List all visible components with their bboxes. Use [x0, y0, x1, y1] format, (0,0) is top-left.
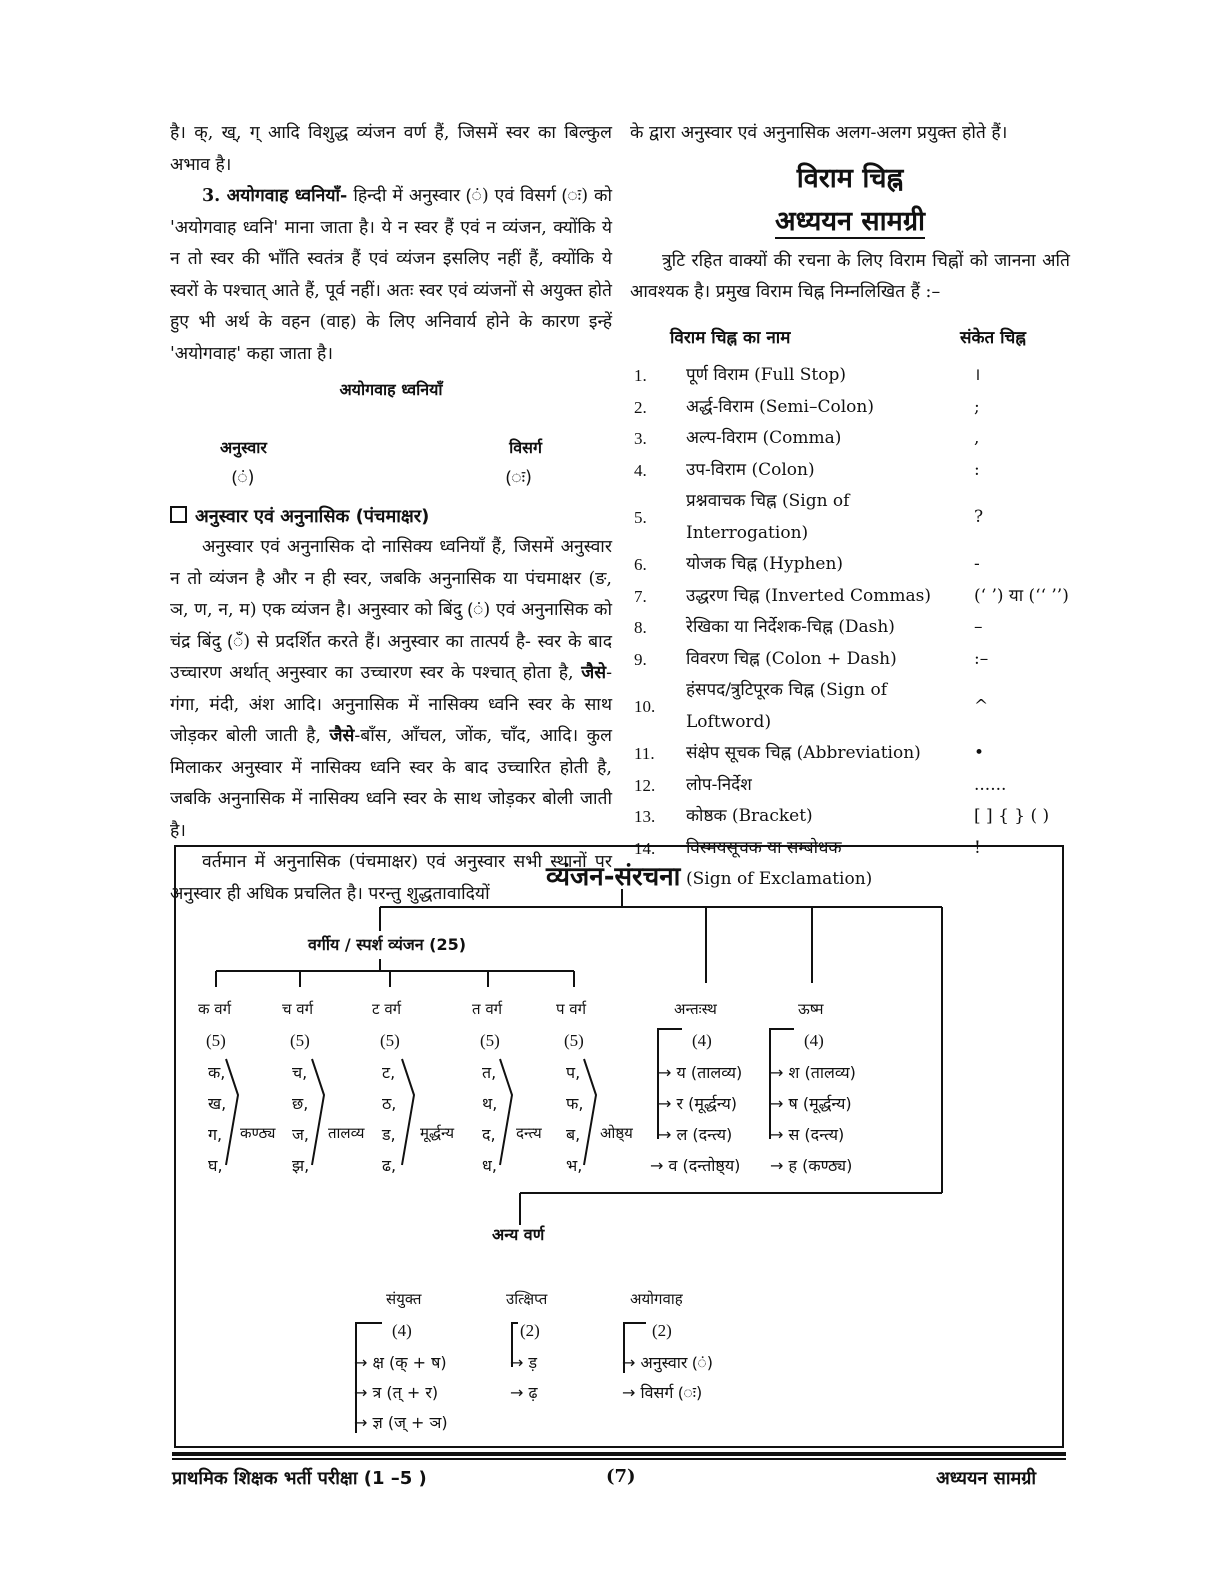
row-name: विस्मयसूचक या सम्बोधक	[686, 837, 842, 858]
right-arrow-icon: →	[770, 1156, 789, 1175]
arrow-item-text: क्ष (क् + ष)	[372, 1353, 447, 1372]
arrow-item	[650, 1154, 740, 1176]
arrow-item	[354, 1351, 447, 1373]
right-arrow-icon: →	[770, 1094, 789, 1113]
row-name: लोप-निर्देश	[686, 774, 752, 795]
arrow-item	[354, 1411, 448, 1433]
arrow-item-text: ष (मूर्द्धन्य)	[788, 1094, 852, 1113]
antastha-label: अन्तःस्थ	[674, 1000, 717, 1018]
varga-count: (5)	[380, 1031, 400, 1050]
utkshipt-label: उत्क्षिप्त	[506, 1290, 548, 1308]
arrow-item-text: ल (दन्त्य)	[676, 1125, 733, 1144]
arrow-item-text: ह (कण्ठ्य)	[788, 1156, 853, 1175]
section-heading-text: अनुस्वार एवं अनुनासिक (पंचमाक्षर)	[195, 505, 430, 527]
ayogvah-label: अयोगवाह	[630, 1290, 683, 1308]
chevron-4	[500, 1059, 512, 1165]
right-arrow-icon: →	[354, 1353, 373, 1372]
viram-table	[630, 360, 1070, 896]
varga-count: (5)	[206, 1031, 226, 1050]
arrow-item-text: व (दन्तोष्ठ्य)	[668, 1156, 741, 1175]
arrow-item	[658, 1123, 732, 1145]
varga-letter: ख,	[208, 1094, 227, 1113]
viram-row	[630, 486, 1070, 549]
varga-letter: ब,	[566, 1125, 581, 1144]
ayogvah-names	[170, 432, 612, 464]
row-name: पूर्ण विराम (Full Stop)	[686, 365, 847, 385]
ayogvah-signs	[170, 463, 612, 495]
row-sign: !	[974, 837, 981, 858]
left-paragraph-1: है। क्, ख्, ग् आदि विशुद्ध व्यंजन वर्ण हैं, जिसमें स्वर का बिल्कुल अभाव है।	[170, 123, 612, 175]
arrow-item-text: स (दन्त्य)	[788, 1125, 845, 1144]
ushm-label: ऊष्म	[798, 1000, 824, 1018]
varga-letter: ढ,	[382, 1156, 397, 1175]
varga-letter: ड,	[382, 1125, 396, 1144]
section-heading	[170, 501, 612, 533]
arrow-item	[770, 1154, 852, 1176]
varga-place: दन्त्य	[516, 1124, 542, 1142]
varga-letter: ध,	[482, 1156, 497, 1175]
viram-table-header	[630, 323, 1070, 355]
row-name: हंसपद/त्रुटिपूरक चिह्न (Sign of Loftword)	[686, 680, 888, 732]
row-sign: [ ] { } ( )	[974, 806, 1050, 826]
row-sign: ......	[974, 774, 1007, 795]
footer-left: प्राथमिक शिक्षक भर्ती परीक्षा (1 –5 )	[172, 1468, 427, 1489]
varga-count: (5)	[480, 1031, 500, 1050]
arrow-item-text: ज्ञ (ज् + ञ)	[372, 1413, 448, 1432]
ayogvah-list-title: अयोगवाह ध्वनियाँ	[339, 380, 443, 399]
right-arrow-icon: →	[770, 1063, 789, 1082]
varga-letter: थ,	[482, 1094, 498, 1113]
row-name: उद्धरण चिह्न (Inverted Commas)	[686, 585, 931, 606]
arrow-item-text: त्र (त् + र)	[372, 1383, 439, 1402]
viram-intro: त्रुटि रहित वाक्यों की रचना के लिए विराम चिह्नों को जानना अति आवश्यक है। प्रमुख विराम चिह्न निम्नलिखित हैं :–	[630, 250, 1070, 302]
anusvar-label: अनुस्वार	[220, 437, 267, 457]
viram-subtitle-text: अध्ययन सामग्री	[774, 205, 926, 237]
row-number: 10.	[634, 696, 656, 716]
row-number: 14.	[634, 838, 656, 858]
varga-count: (5)	[290, 1031, 310, 1050]
row-sign: (‘ ’) या (‘‘ ’’)	[974, 585, 1069, 606]
chevron-3	[402, 1059, 414, 1165]
arrow-item-text: अनुस्वार (ं)	[640, 1353, 714, 1372]
footer-rule-thick	[172, 1452, 1066, 1456]
row-sign: ,	[974, 428, 980, 448]
footer-right: अध्ययन सामग्री	[936, 1468, 1037, 1489]
right-arrow-icon: →	[658, 1094, 677, 1113]
anya-title: अन्य वर्ण	[492, 1225, 545, 1244]
viram-row	[630, 644, 1070, 676]
viram-row	[630, 675, 1070, 738]
varga-letter: च,	[292, 1063, 308, 1082]
chevron-2	[312, 1059, 324, 1165]
viram-subtitle	[630, 200, 1070, 244]
row-sign: –	[974, 617, 983, 637]
varga-count: (5)	[564, 1031, 584, 1050]
arrow-item-text: ड़	[528, 1353, 538, 1372]
samyukt-count: (4)	[392, 1321, 412, 1340]
samyukt-label: संयुक्त	[386, 1290, 422, 1308]
checkbox-square-icon	[170, 506, 187, 523]
varga-place: कण्ठ्य	[240, 1124, 276, 1142]
anusvar-sign: (ं)	[232, 468, 255, 488]
varga-letter: प,	[566, 1063, 581, 1082]
ayogvah-count: (2)	[652, 1321, 672, 1340]
visarg-label: विसर्ग	[509, 437, 542, 457]
right-arrow-icon: →	[658, 1063, 677, 1082]
varga-letter: ज,	[292, 1125, 309, 1144]
chevron-1	[226, 1059, 238, 1165]
ayogvah-heading: 3. अयोगवाह ध्वनियाँ-	[202, 186, 348, 206]
varga-place: तालव्य	[328, 1124, 365, 1142]
right-arrow-icon: →	[510, 1383, 529, 1402]
viram-row	[630, 770, 1070, 802]
varga-place: ओष्ठ्य	[600, 1124, 633, 1142]
row-name: विवरण चिह्न (Colon + Dash)	[686, 648, 897, 669]
row-sign: :	[974, 459, 980, 480]
row-number: 4.	[634, 460, 647, 480]
arrow-item	[510, 1381, 538, 1403]
row-name: अल्प-विराम (Comma)	[686, 428, 842, 448]
varga-letter: ग,	[208, 1125, 223, 1144]
viram-title: विराम चिह्न	[796, 162, 904, 194]
sparsh-title: वर्गीय / स्पर्श व्यंजन (25)	[308, 935, 467, 954]
varga-letter: फ,	[566, 1094, 584, 1113]
row-sign: ?	[974, 506, 984, 527]
right-arrow-icon: →	[770, 1125, 789, 1144]
varga-label: प वर्ग	[556, 1000, 587, 1018]
row-name: संक्षेप सूचक चिह्न (Abbreviation)	[686, 743, 921, 763]
arrow-item	[510, 1351, 537, 1373]
row-number: 7.	[634, 586, 647, 606]
arrow-item	[658, 1092, 737, 1114]
utkshipt-count: (2)	[520, 1321, 540, 1340]
left-paragraph-3	[170, 532, 612, 847]
varga-letter: छ,	[292, 1094, 309, 1113]
row-name: अर्द्ध-विराम (Semi–Colon)	[686, 396, 874, 417]
p3-bold-1: जैसे	[581, 663, 607, 683]
viram-row	[630, 392, 1070, 424]
right-arrow-icon: →	[622, 1383, 641, 1402]
varga-label: च वर्ग	[282, 1000, 314, 1018]
row-number: 13.	[634, 807, 656, 826]
varga-letter: भ,	[566, 1156, 583, 1175]
right-paragraph-1: के द्वारा अनुस्वार एवं अनुनासिक अलग-अलग प्रयुक्त होते हैं।	[630, 123, 1008, 143]
arrow-item-text: विसर्ग (ः)	[640, 1383, 703, 1402]
row-number: 8.	[634, 618, 647, 637]
right-arrow-icon: →	[622, 1353, 641, 1372]
varga-label: ट वर्ग	[372, 1000, 402, 1018]
row-number: 11.	[634, 744, 655, 763]
row-name: उप-विराम (Colon)	[686, 459, 815, 480]
row-sign: :–	[974, 648, 989, 669]
viram-row	[630, 738, 1070, 770]
viram-row	[630, 612, 1070, 644]
right-arrow-icon: →	[650, 1156, 669, 1175]
arrow-item-text: श (तालव्य)	[788, 1063, 856, 1082]
varga-letter: घ,	[208, 1156, 223, 1175]
varga-letter: ट,	[382, 1063, 396, 1082]
row-sign: •	[974, 743, 985, 763]
varga-label: क वर्ग	[198, 1000, 232, 1018]
row-sign: ^	[974, 695, 989, 716]
viram-row	[630, 360, 1070, 392]
arrow-item	[622, 1381, 702, 1403]
arrow-item-text: य (तालव्य)	[676, 1063, 743, 1082]
row-number: 9.	[634, 649, 647, 669]
vyanjan-diagram	[174, 845, 1064, 1448]
p3-part-a: अनुस्वार एवं अनुनासिक दो नासिक्य ध्वनियाँ हैं, जिसमें अनुस्वार न तो व्यंजन है और न ही स्वर, जबकि अनुनासिक या पंचमाक्षर (ङ, ञ, ण, न, म) एक व्यंजन है। अनुस्वार को बिंदु (ं) एवं अनुनासिक को चंद्र बिंदु (ँ) से प्रदर्शित करते हैं। अनुस्वार का तात्पर्य है- स्वर के बाद उच्चारण अर्थात् अनुस्वार का उच्चारण स्वर के पश्चात् होता है,	[170, 537, 612, 683]
varga-letter: त,	[482, 1063, 497, 1082]
diagram-title: व्यंजन-संरचना	[546, 862, 681, 892]
row-number: 1.	[634, 366, 647, 385]
arrow-item-text: र (मूर्द्धन्य)	[676, 1094, 737, 1113]
arrow-item	[770, 1123, 844, 1145]
row-sign: -	[974, 554, 980, 574]
right-column	[630, 118, 1070, 896]
row-sign: ;	[974, 396, 980, 417]
left-paragraph-2	[170, 181, 612, 370]
varga-letter: क,	[208, 1063, 226, 1082]
varga-letter: द,	[482, 1125, 496, 1144]
ayogvah-text: हिन्दी में अनुस्वार (ं) एवं विसर्ग (ः) को 'अयोगवाह ध्वनि' माना जाता है। ये न स्वर हैं एवं न व्यंजन, क्योंकि ये न तो स्वर की भाँति स्वतंत्र हैं एवं व्यंजन इसलिए नहीं हैं, क्योंकि ये स्वरों के पश्चात् आते हैं, पूर्व नहीं। अतः स्वर एवं व्यंजनों से अयुक्त होते हुए भी अर्थ के वहन (वाह) के लिए अनिवार्य होने के कारण इन्हें 'अयोगवाह' कहा जाता है।	[170, 186, 613, 364]
antastha-count: (4)	[692, 1031, 712, 1050]
varga-label: त वर्ग	[472, 1000, 503, 1018]
arrow-item	[354, 1381, 438, 1403]
viram-row	[630, 423, 1070, 455]
right-arrow-icon: →	[510, 1353, 529, 1372]
varga-letter: ठ,	[382, 1094, 397, 1113]
viram-row	[630, 801, 1070, 833]
arrow-item-text: ढ़	[528, 1383, 538, 1402]
row-number: 5.	[634, 507, 647, 527]
row-sign: ।	[974, 365, 981, 385]
arrow-item	[770, 1092, 852, 1114]
right-arrow-icon: →	[354, 1413, 373, 1432]
row-number: 6.	[634, 555, 647, 574]
chevron-5	[584, 1059, 596, 1165]
row-number: 2.	[634, 397, 647, 417]
arrow-item	[622, 1351, 713, 1373]
varga-letter: झ,	[292, 1156, 310, 1175]
visarg-sign: (ः)	[505, 468, 532, 488]
p3-part-b: -गंगा, मंदी, अंश आदि। अनुनासिक में नासिक्य ध्वनि स्वर के साथ जोड़कर बोली जाती है,	[170, 663, 612, 746]
row-name: कोष्ठक (Bracket)	[686, 806, 813, 826]
row-name: प्रश्नवाचक चिह्न (Sign of Interrogation)	[686, 491, 850, 543]
row-number: 12.	[634, 775, 656, 795]
left-paragraph-4: वर्तमान में अनुनासिक (पंचमाक्षर) एवं अनुस्वार सभी स्थानों पर अनुस्वार ही अधिक प्रचलित है। परन्तु शुद्धतावादियों	[170, 852, 612, 904]
viram-row	[630, 581, 1070, 613]
p3-bold-2: जैसे	[329, 726, 355, 746]
arrow-item	[658, 1061, 742, 1083]
row-name: रेखिका या निर्देशक-चिह्न (Dash)	[686, 617, 895, 637]
left-column	[170, 118, 612, 910]
ushm-count: (4)	[804, 1031, 824, 1050]
right-arrow-icon: →	[658, 1125, 677, 1144]
page-number: (7)	[606, 1466, 636, 1487]
footer-rule-thin	[172, 1458, 1066, 1460]
row-name: (Sign of Exclamation)	[686, 869, 873, 889]
varga-place: मूर्द्धन्य	[420, 1124, 455, 1142]
col-name-header: विराम चिह्न का नाम	[670, 327, 791, 348]
arrow-item	[770, 1061, 856, 1083]
viram-row	[630, 549, 1070, 581]
right-arrow-icon: →	[354, 1383, 373, 1402]
viram-row	[630, 455, 1070, 487]
p3-part-c: -बाँस, आँचल, जोंक, चाँद, आदि। कुल मिलाकर अनुस्वार में नासिक्य ध्वनि स्वर के बाद उच्चारित होती है, जबकि अनुनासिक में नासिक्य ध्वनि स्वर के साथ जोड़कर बोली जाती है।	[170, 726, 612, 841]
col-sign-header: संकेत चिह्न	[960, 327, 1026, 348]
row-number: 3.	[634, 429, 647, 448]
row-name: योजक चिह्न (Hyphen)	[686, 554, 844, 574]
